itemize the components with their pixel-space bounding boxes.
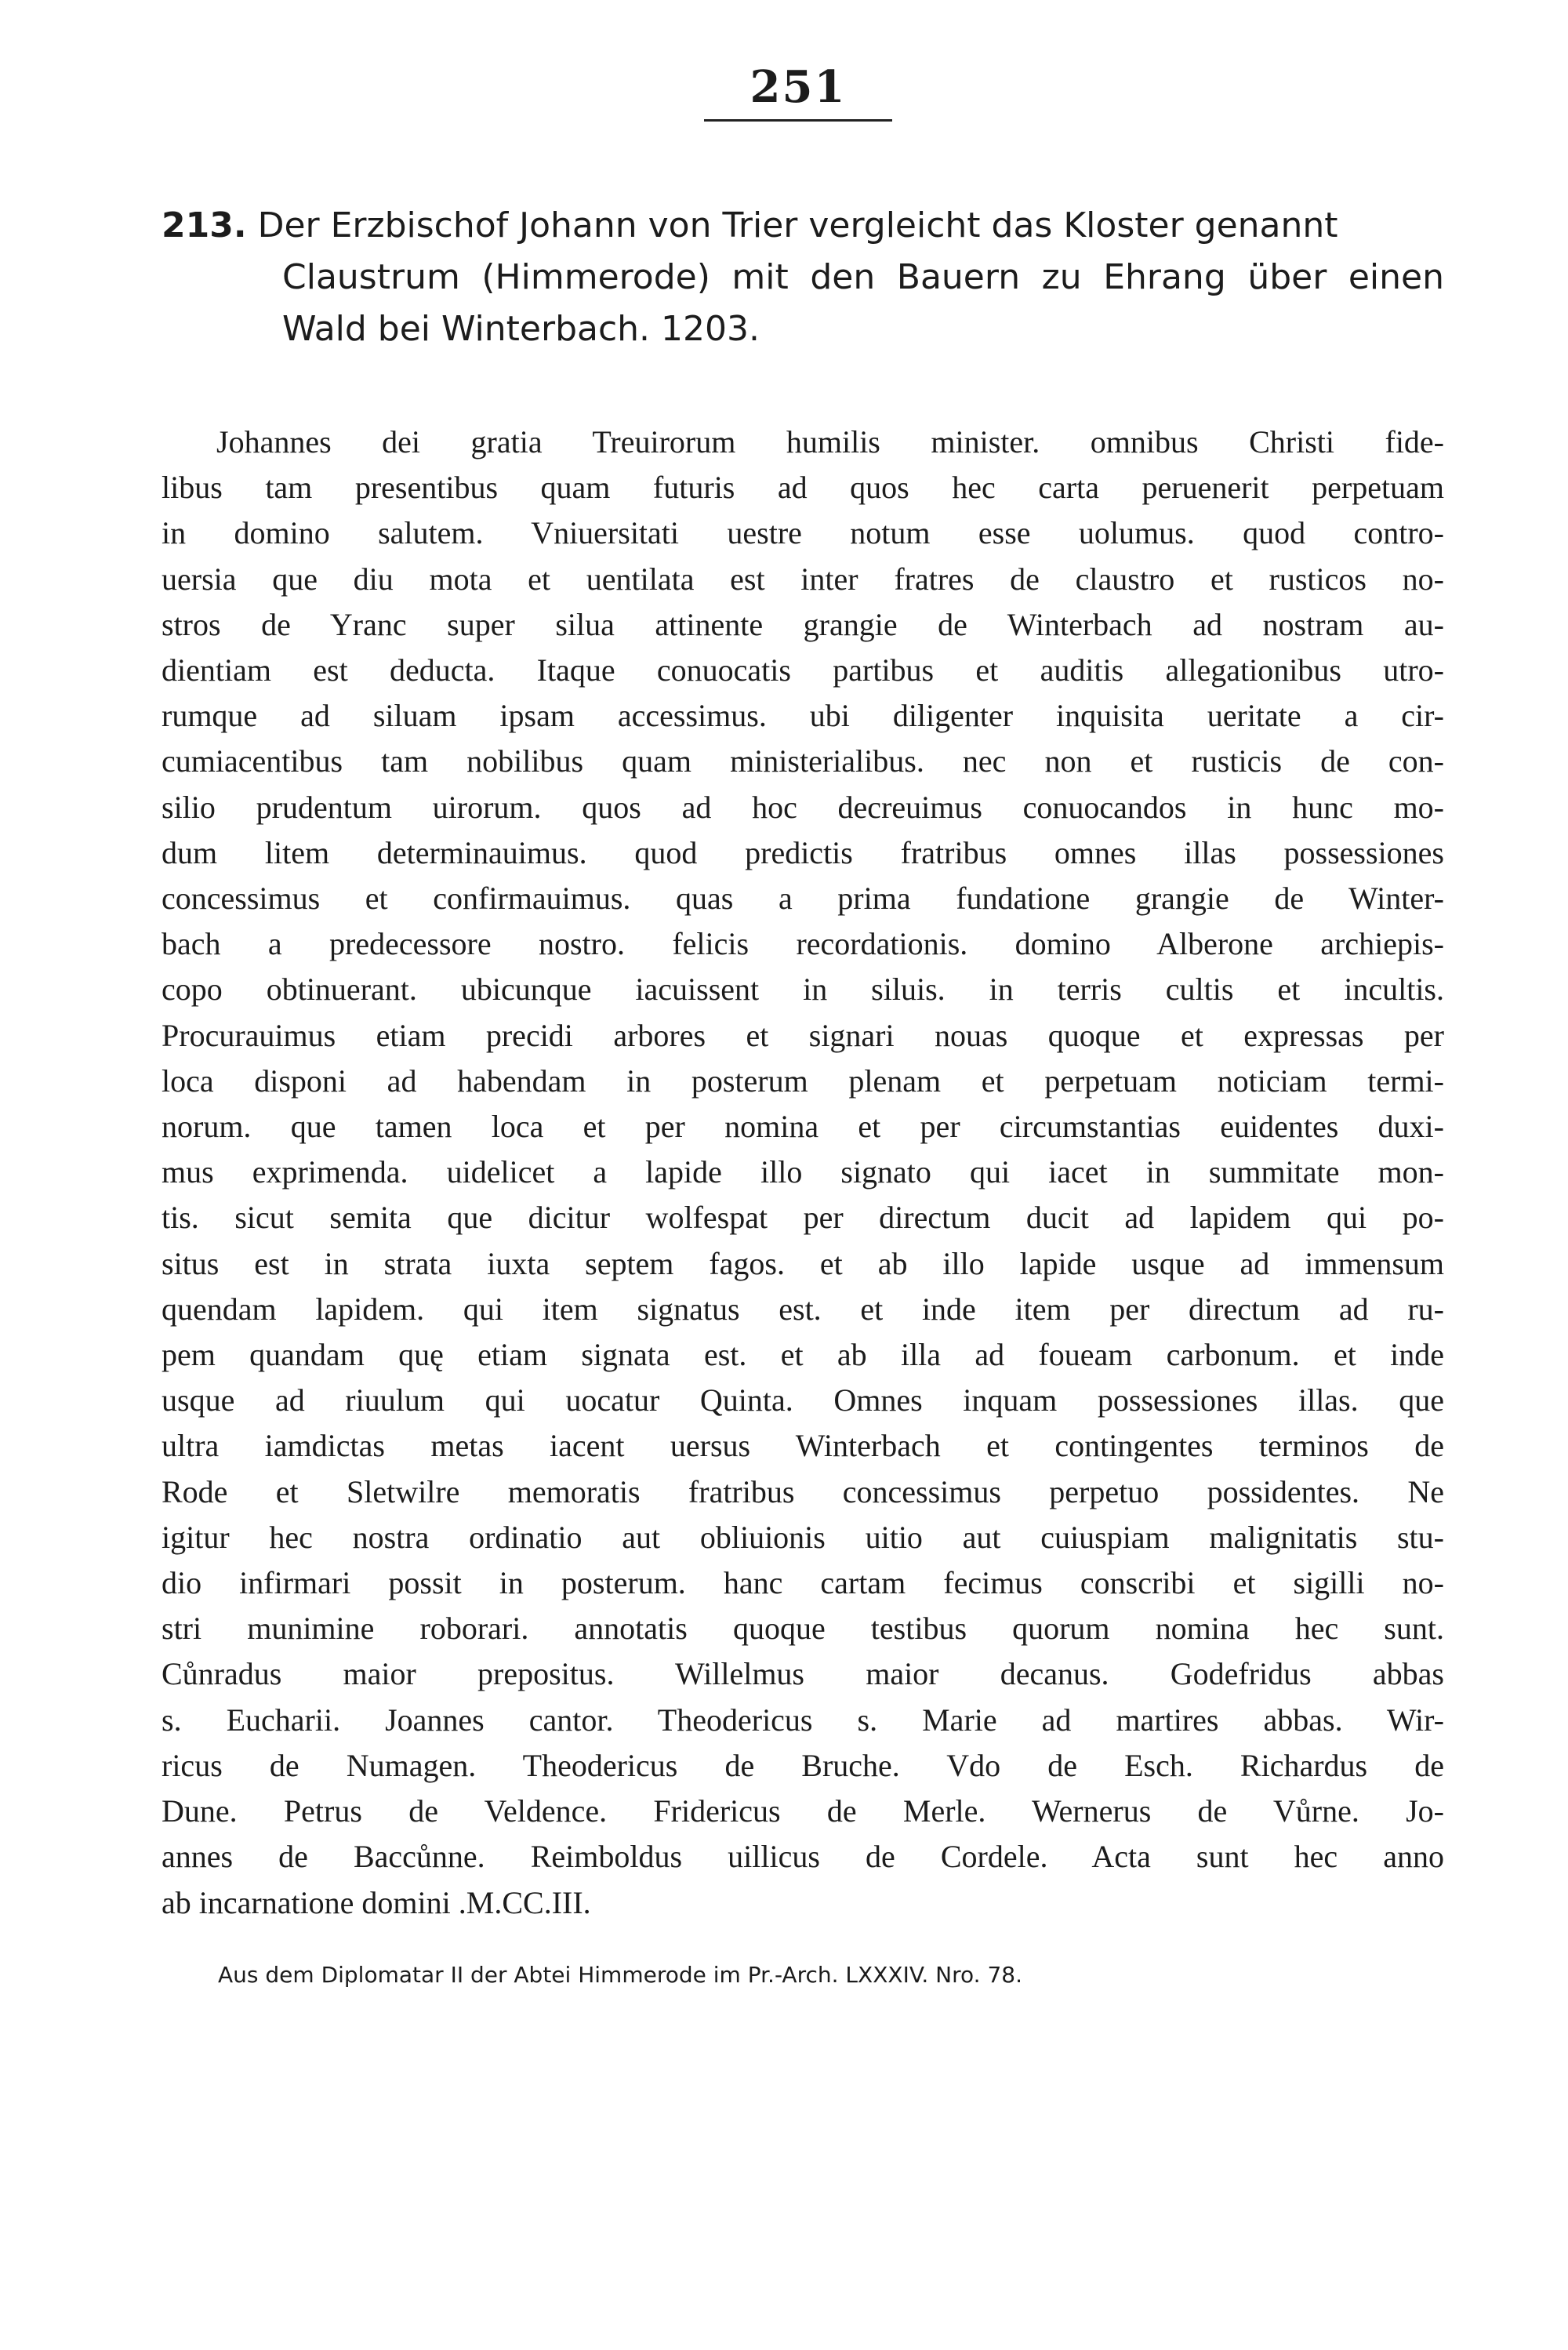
body-line: ab incarnatione domini .M.CC.III.: [162, 1884, 591, 1920]
body-line: annes de Baccůnne. Reimboldus uillicus de Cordele. Acta sunt hec anno: [162, 1839, 1444, 1875]
body-line: copo obtinuerant. ubicunque iacuissent in siluis. in terris cultis et incultis.: [162, 972, 1444, 1008]
body-line: Rode et Sletwilre memoratis fratribus concessimus perpetuo possidentes. Ne: [162, 1473, 1444, 1509]
body-line: silio prudentum uirorum. quos ad hoc decreuimus conuocandos in hunc mo-: [162, 789, 1444, 825]
charter-body: [162, 420, 1444, 1926]
heading-line-1: Der Erzbischof Johann von Trier vergleicht das Kloster genannt: [257, 205, 1338, 245]
body-line: Dune. Petrus de Veldence. Fridericus de Merle. Wernerus de Vůrne. Jo-: [162, 1793, 1444, 1829]
body-line: rumque ad siluam ipsam accessimus. ubi diligenter inquisita ueritate a cir-: [162, 698, 1444, 734]
body-line: Cůnradus maior prepositus. Willelmus maior decanus. Godefridus abbas: [162, 1656, 1444, 1692]
body-line: bach a predecessore nostro. felicis recordationis. domino Alberone archiepis-: [162, 926, 1444, 962]
document-heading: [162, 200, 1444, 355]
document-number: 213.: [162, 205, 247, 245]
body-line: pem quandam quę etiam signata est. et ab illa ad foueam carbonum. et inde: [162, 1337, 1444, 1373]
body-line: tis. sicut semita que dicitur wolfespat per directum ducit ad lapidem qui po-: [162, 1200, 1444, 1236]
header-rule: [704, 119, 892, 122]
body-line: cumiacentibus tam nobilibus quam ministerialibus. nec non et rusticis de con-: [162, 743, 1444, 779]
body-line: norum. que tamen loca et per nomina et per circumstantias euidentes duxi-: [162, 1109, 1444, 1145]
body-line: in domino salutem. Vniuersitati uestre notum esse uolumus. quod contro-: [162, 515, 1444, 551]
body-line: situs est in strata iuxta septem fagos. et ab illo lapide usque ad immensum: [162, 1245, 1444, 1281]
body-line: mus exprimenda. uidelicet a lapide illo signato qui iacet in summitate mon-: [162, 1154, 1444, 1190]
body-line: loca disponi ad habendam in posterum plenam et perpetuam noticiam termi-: [162, 1062, 1444, 1099]
body-line: libus tam presentibus quam futuris ad quos hec carta peruenerit perpetuam: [162, 470, 1444, 506]
body-line: stri munimine roborari. annotatis quoque testibus quorum nomina hec sunt.: [162, 1611, 1444, 1647]
source-note: Aus dem Diplomatar II der Abtei Himmerode im Pr.-Arch. LXXXIV. Nro. 78.: [218, 1962, 1022, 1988]
body-line: quendam lapidem. qui item signatus est. et inde item per directum ad ru-: [162, 1291, 1444, 1327]
page-number: 251: [750, 61, 847, 113]
body-line: usque ad riuulum qui uocatur Quinta. Omnes inquam possessiones illas. que: [162, 1382, 1444, 1418]
body-line: s. Eucharii. Joannes cantor. Theodericus s. Marie ad martires abbas. Wir-: [162, 1702, 1444, 1738]
body-line: stros de Yranc super silua attinente grangie de Winterbach ad nostram au-: [162, 606, 1444, 642]
body-line: concessimus et confirmauimus. quas a prima fundatione grangie de Winter-: [162, 881, 1444, 917]
body-line: igitur hec nostra ordinatio aut obliuionis uitio aut cuiuspiam malignitatis stu-: [162, 1519, 1444, 1555]
body-line: ricus de Numagen. Theodericus de Bruche. Vdo de Esch. Richardus de: [162, 1747, 1444, 1783]
heading-line-2: Claustrum (Himmerode) mit den Bauern zu Ehrang über einen Wald bei Winterbach. 1203.: [282, 257, 1444, 349]
body-line: Procurauimus etiam precidi arbores et signari nouas quoque et expressas per: [162, 1017, 1444, 1053]
body-line: Johannes dei gratia Treuirorum humilis minister. omnibus Christi fide-: [216, 424, 1444, 459]
body-line: dum litem determinauimus. quod predictis fratribus omnes illas possessiones: [162, 834, 1444, 870]
body-line: uersia que diu mota et uentilata est inter fratres de claustro et rusticos no-: [162, 561, 1444, 597]
body-line: dio infirmari possit in posterum. hanc cartam fecimus conscribi et sigilli no-: [162, 1565, 1444, 1601]
body-line: dientiam est deducta. Itaque conuocatis partibus et auditis allegationibus utro-: [162, 652, 1444, 688]
body-line: ultra iamdictas metas iacent uersus Winterbach et contingentes terminos de: [162, 1428, 1444, 1464]
